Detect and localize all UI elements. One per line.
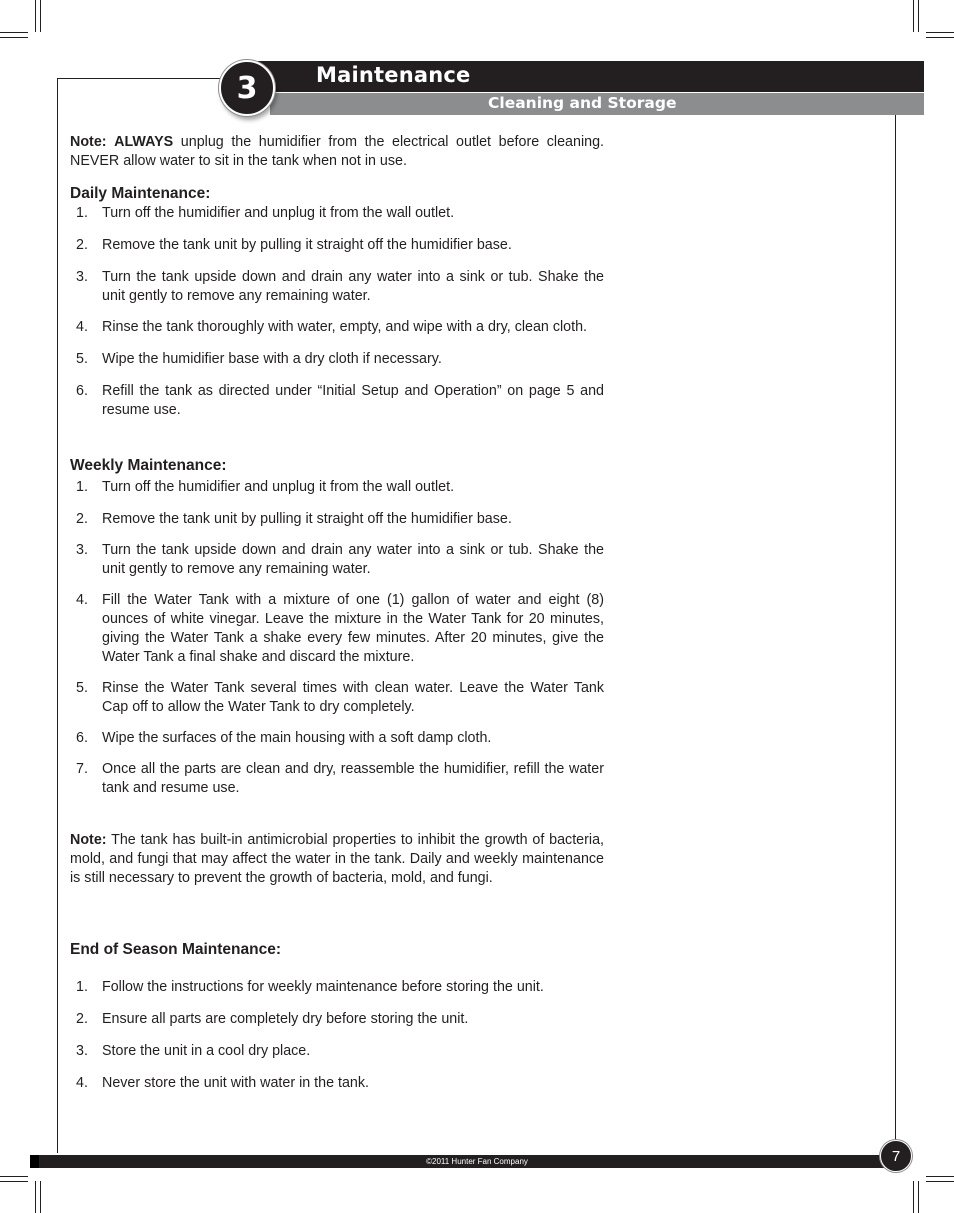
- end-of-season-heading: End of Season Maintenance:: [70, 941, 282, 958]
- intro-note-label: Note:: [70, 134, 107, 150]
- section-number-badge: 3: [219, 60, 275, 116]
- list-item: 3. Store the unit in a cool dry place.: [76, 1043, 311, 1059]
- daily-list: [70, 204, 604, 420]
- page-frame-left: [57, 78, 58, 1153]
- antimicrobial-note-label: Note:: [70, 832, 107, 848]
- list-item: 2. Ensure all parts are completely dry before storing the unit.: [76, 1011, 469, 1027]
- intro-note-text: unplug the humidifier from the electrical outlet before cleaning. NEVER allow water to sit in the tank when not in use.: [70, 134, 604, 169]
- list-item: 1. Follow the instructions for weekly maintenance before storing the unit.: [76, 979, 544, 995]
- weekly-heading: Weekly Maintenance:: [70, 457, 227, 474]
- page-frame-right: [895, 115, 896, 1145]
- list-item: 4. Fill the Water Tank with a mixture of one (1) gallon of water and eight (8) ounces of white vinegar. Leave the mixture in the Water Tank for 20 minutes, giving the Water Tank a shake every few minutes. After 20 minutes, give the Water Tank a final shake and discard the mixture.: [76, 592, 604, 665]
- page-number: 7: [880, 1140, 912, 1172]
- intro-note-emphasis: ALWAYS: [114, 134, 174, 150]
- list-item: 4. Rinse the tank thoroughly with water, empty, and wipe with a dry, clean cloth.: [76, 319, 588, 335]
- list-item: 6. Wipe the surfaces of the main housing with a soft damp cloth.: [76, 730, 492, 746]
- antimicrobial-note: [70, 831, 604, 888]
- page-frame-top: [57, 78, 227, 79]
- list-item: 3. Turn the tank upside down and drain any water into a sink or tub. Shake the unit gently to remove any remaining water.: [76, 269, 604, 304]
- page-title: Maintenance: [316, 63, 471, 87]
- footer-copyright: ©2011 Hunter Fan Company: [426, 1157, 528, 1166]
- list-item: 2. Remove the tank unit by pulling it straight off the humidifier base.: [76, 511, 512, 527]
- daily-heading: Daily Maintenance:: [70, 185, 211, 202]
- weekly-list: [70, 478, 604, 798]
- end-of-season-list: [70, 978, 604, 1093]
- list-item: 2. Remove the tank unit by pulling it straight off the humidifier base.: [76, 237, 512, 253]
- list-item: 7. Once all the parts are clean and dry, reassemble the humidifier, refill the water tank and resume use.: [76, 761, 604, 796]
- intro-note: [70, 133, 604, 171]
- list-item: 5. Rinse the Water Tank several times with clean water. Leave the Water Tank Cap off to allow the Water Tank to dry completely.: [76, 680, 604, 715]
- page-subtitle: Cleaning and Storage: [488, 94, 677, 112]
- list-item: 4. Never store the unit with water in the tank.: [76, 1075, 370, 1091]
- antimicrobial-note-text: The tank has built-in antimicrobial properties to inhibit the growth of bacteria, mold, and fungi that may affect the water in the tank. Daily and weekly maintenance is still necessary to prevent the growth of bacteria, mold, and fungi.: [70, 832, 604, 886]
- list-item: 5. Wipe the humidifier base with a dry cloth if necessary.: [76, 351, 442, 367]
- list-item: 1. Turn off the humidifier and unplug it from the wall outlet.: [76, 205, 455, 221]
- main-content: [70, 133, 604, 1093]
- list-item: 1. Turn off the humidifier and unplug it from the wall outlet.: [76, 479, 455, 495]
- list-item: 3. Turn the tank upside down and drain any water into a sink or tub. Shake the unit gently to remove any remaining water.: [76, 542, 604, 577]
- list-item: 6. Refill the tank as directed under “Initial Setup and Operation” on page 5 and resume use.: [76, 383, 604, 418]
